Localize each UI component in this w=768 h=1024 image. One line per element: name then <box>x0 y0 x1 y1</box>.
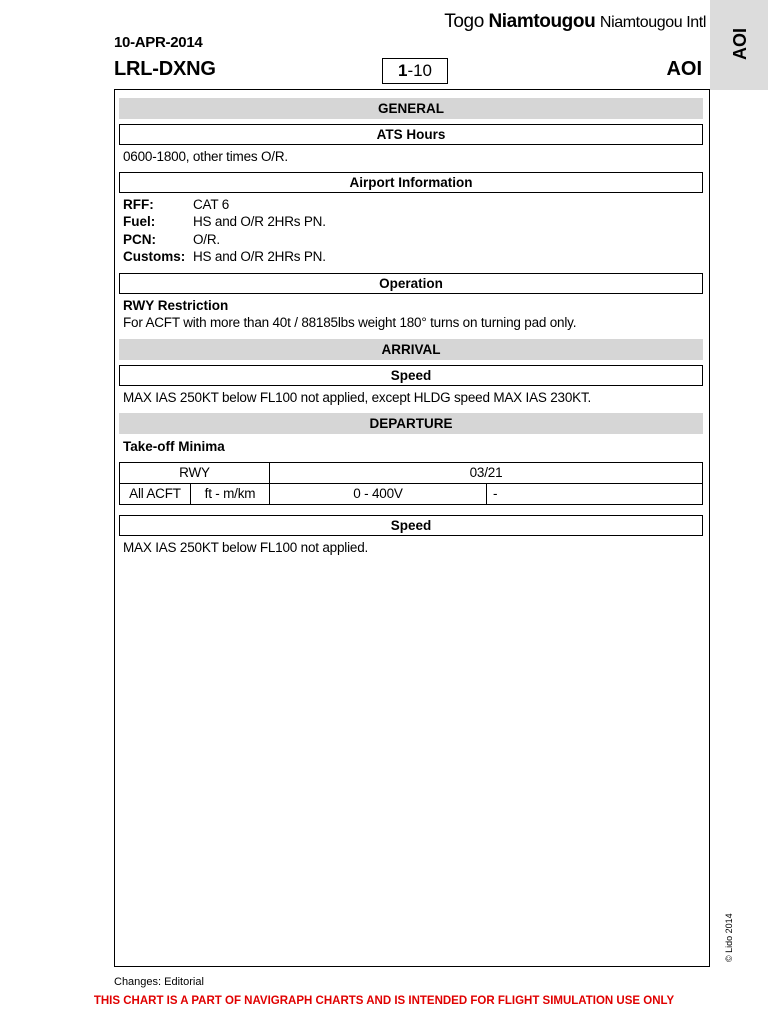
table-row <box>120 484 703 505</box>
airport-information-heading: Airport Information <box>119 172 703 193</box>
index-tab-label: AOI <box>730 27 750 60</box>
minima-cell: 0 - 400V <box>270 484 487 505</box>
aircraft-cell: All ACFT <box>120 484 191 505</box>
fuel-value: HS and O/R 2HRs PN. <box>193 214 326 229</box>
customs-value: HS and O/R 2HRs PN. <box>193 249 326 264</box>
iata-code: AOI <box>666 58 702 80</box>
section-general-heading: GENERAL <box>119 98 703 119</box>
pcn-value: O/R. <box>193 232 220 247</box>
changes-note: Changes: Editorial <box>114 976 204 988</box>
departure-speed-heading: Speed <box>119 515 703 536</box>
rff-value: CAT 6 <box>193 197 230 212</box>
section-departure-heading: DEPARTURE <box>119 413 703 434</box>
table-row <box>120 463 703 484</box>
arrival-speed-text: MAX IAS 250KT below FL100 not applied, except HLDG speed MAX IAS 230KT. <box>123 390 592 405</box>
ats-hours-text: 0600-1800, other times O/R. <box>123 149 288 164</box>
page-number-box <box>382 58 448 84</box>
rwy-value-cell: 03/21 <box>270 463 703 484</box>
rwy-restriction-heading: RWY Restriction <box>123 298 229 313</box>
fuel-label: Fuel: <box>123 214 156 229</box>
takeoff-minima-heading: Take-off Minima <box>123 439 225 454</box>
pcn-label: PCN: <box>123 232 156 247</box>
airport-city: Niamtougou <box>488 11 596 32</box>
index-tab <box>710 0 768 90</box>
arrival-speed-heading: Speed <box>119 365 703 386</box>
departure-speed-text: MAX IAS 250KT below FL100 not applied. <box>123 540 369 555</box>
operation-heading: Operation <box>119 273 703 294</box>
page-number-sub: -10 <box>407 61 433 80</box>
copyright-text: © Lido 2014 <box>724 913 734 962</box>
rwy-restriction-text: For ACFT with more than 40t / 88185lbs weight 180° turns on turning pad only. <box>123 315 577 330</box>
minima-other-cell: - <box>487 484 703 505</box>
page-number-main: 1 <box>397 61 408 80</box>
takeoff-minima-table <box>119 462 703 505</box>
country-name: Togo <box>444 11 484 32</box>
chart-title <box>444 11 706 33</box>
rff-label: RFF: <box>123 197 154 212</box>
ats-hours-heading: ATS Hours <box>119 124 703 145</box>
chart-date: 10-APR-2014 <box>114 34 203 51</box>
unit-cell: ft - m/km <box>191 484 270 505</box>
customs-label: Customs: <box>123 249 186 264</box>
simulation-notice: THIS CHART IS A PART OF NAVIGRAPH CHARTS AND IS INTENDED FOR FLIGHT SIMULATION USE ONLY <box>93 995 675 1007</box>
rwy-label-cell: RWY <box>120 463 270 484</box>
section-arrival-heading: ARRIVAL <box>119 339 703 360</box>
airport-name: Niamtougou Intl <box>599 14 706 31</box>
icao-iata-code: LRL-DXNG <box>114 58 216 80</box>
